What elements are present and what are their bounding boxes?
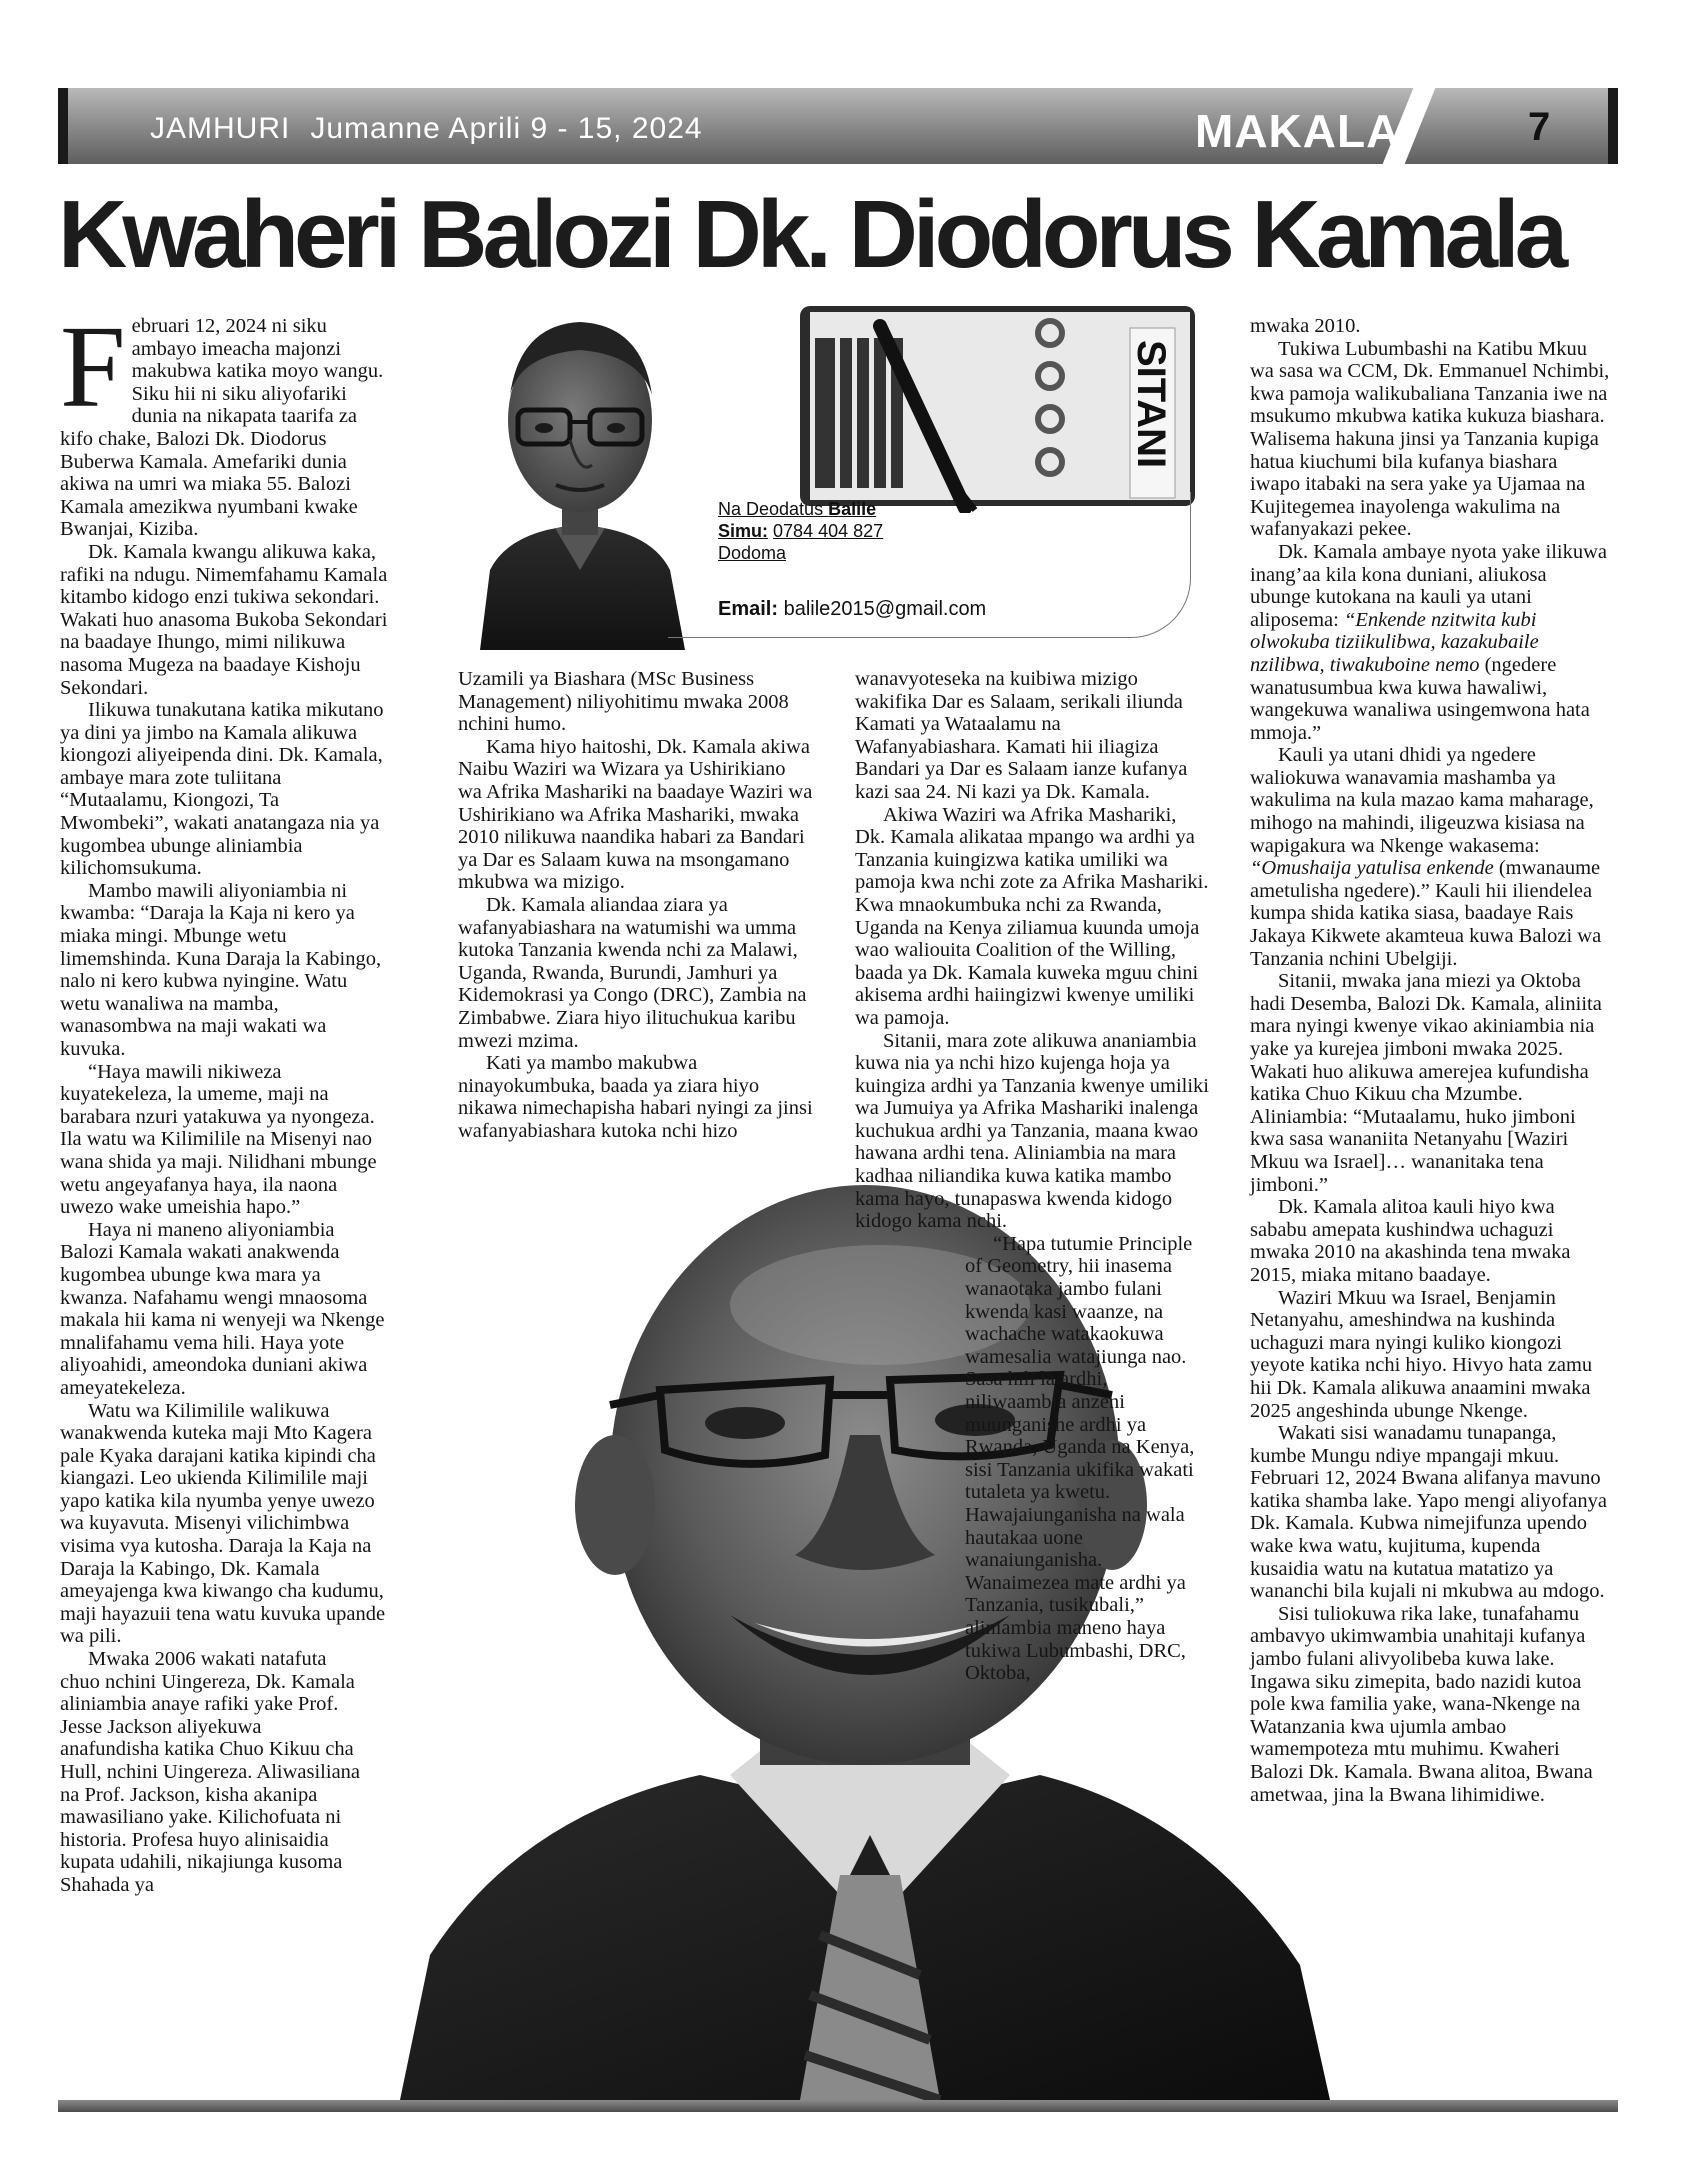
publication-name: JAMHURI (150, 112, 291, 145)
paragraph: Dk. Kamala kwangu alikuwa kaka, rafiki na ndugu. Nimemfahamu Kamala kitambo kidogo enzi tukiwa sekondari. Wakati huo anasoma Bukoba Sekondari na baadaye Ihungo, mimi nilikuwa nasoma Mugeza na baadaye Kishoju Sekondari. (60, 540, 388, 699)
column-logo-notebook (790, 298, 1205, 513)
article-column-3 (855, 668, 1210, 1685)
paragraph: Tukiwa Lubumbashi na Katibu Mkuu wa sasa wa CCM, Dk. Emmanuel Nchimbi, kwa pamoja walikubaliana Tanzania iwe na msukumo mkubwa katika kukuza biashara. Walisema hakuna jinsi ya Tanzania kupiga hatua kiuchumi bila kufanya biashara iwapo itabaki na sera yake ya Ujamaa na Kujitegemea inayolenga wakulima na wafanyakazi pekee. (1250, 337, 1610, 541)
article-column-2 (458, 668, 813, 1142)
byline-author-prefix: Na Deodatus (718, 499, 829, 519)
byline-phone: 0784 404 827 (773, 521, 884, 541)
paragraph: Kati ya mambo makubwa ninayokumbuka, baada ya ziara hiyo nikawa nimechapisha habari nyingi za jinsi wafanyabiashara kutoka nchi hizo (458, 1052, 813, 1142)
paragraph: Sisi tuliokuwa rika lake, tunafahamu ambavyo ukimwambia unahitaji kufanya jambo fulani alivyolibeba kuwa lake. Ingawa siku zimepita, bado nazidi kutoa pole kwa familia yake, wana-Nkenge na Watanzania kwa ujumla ambao wamempoteza mtu muhimu. Kwaheri Balozi Dk. Kamala. Bwana alitoa, Bwana ametwaa, jina la Bwana lihimidiwe. (1250, 1602, 1593, 1806)
footer-rule (58, 2100, 1618, 2112)
article-column-1 (60, 301, 390, 1897)
headline: Kwaheri Balozi Dk. Diodorus Kamala (58, 181, 1564, 288)
author-portrait (470, 300, 690, 650)
paragraph: Wakati sisi wanadamu tunapanga, kumbe Mungu ndiye mpangaji mkuu. Februari 12, 2024 Bwana alifanya mavuno katika shamba lake. Yapo mengi aliyofanya Dk. Kamala. Kubwa nimejifunza upendo wake kwa watu, kujituma, kupenda kusaidia watu na kutatua matatizo ya wananchi bila kujali ni mkubwa au mdogo. (1250, 1422, 1607, 1603)
byline-email-label: Email: (718, 598, 779, 620)
header-right-tick (1608, 88, 1618, 164)
drop-cap: F (60, 301, 126, 432)
section-name: MAKALA (1195, 105, 1401, 157)
paragraph: mwaka 2010. (1250, 315, 1361, 337)
publication-line (150, 112, 723, 146)
quote-haya: “Enkende nzitwita kubi olwokuba tiziikulibwa, kazakubaile nzilibwa, tiwakuboine nemo (1250, 608, 1539, 676)
paragraph: wanavyoteseka na kuibiwa mizigo wakifika Dar es Salaam, serikali iliunda Kamati ya Wataalamu na Wafanyabiashara. Kamati hii iliagiza Bandari ya Dar es Salaam ianze kufanya kazi saa 24. Ni kazi ya Dk. Kamala. (855, 668, 1188, 803)
paragraph: Haya ni maneno aliyoniambia Balozi Kamala wakati anakwenda kugombea ubunge kwa mara ya kwanza. Nafahamu wengi mnaosoma makala hii kama ni wenyeji wa Nkenge mnalifahamu vema hili. Haya yote aliyoahidi, ameondoka duniani akiwa ameyatekeleza. (60, 1218, 385, 1399)
byline-phone-label: Simu: (718, 521, 769, 541)
paragraph: (mwanaume ametulisha ngedere).” Kauli hii iliendelea kumpa shida katika siasa, baadaye Rais Jakaya Kikwete akamteua kuwa Balozi wa Tanzania nchini Ubelgiji. (1250, 857, 1602, 970)
paragraph: Watu wa Kilimilile walikuwa wanakwenda kuteka maji Mto Kagera pale Kyaka darajani katika kipindi cha kiangazi. Leo ukienda Kilimilile maji yapo katika kila nyumba yenye uwezo wa kuyavuta. Misenyi vilichimbwa visima vya kutosha. Daraja la Kaja na Daraja la Kabingo, Dk. Kamala ameyajenga kwa kiwango cha kudumu, maji hayazuii tena watu kuvuka upande wa pili. (60, 1399, 386, 1648)
paragraph: Ilikuwa tunakutana katika mikutano ya dini ya jimbo na Kamala alikuwa kiongozi aliyeipenda dini. Dk. Kamala, ambaye mara zote tuliitana “Mutaalamu, Kiongozi, Ta Mwombeki”, wakati anatangaza nia ya kugombea ubunge aliniambia kilichomsukuma. (60, 699, 384, 880)
article-column-4 (1250, 315, 1610, 1806)
paragraph: (ngedere wanatusumbua kwa kuwa hawaliwi, wangekuwa wanaliwa usingemwona hata mmoja.” (1250, 653, 1590, 744)
byline (718, 498, 883, 564)
byline-author-surname: Balile (828, 499, 877, 519)
paragraph: Dk. Kamala ambaye nyota yake ilikuwa inang’aa kila kona duniani, aliukosa ubunge kutokana na kauli ya utani aliposema: (1250, 540, 1608, 631)
paragraph: “Hapa tutumie Principle of Geometry, hii inasema wanaotaka jambo fulani kwenda kasi waanze, na wachache watakaokuwa wamesalia watajiunga nao. Sasa hili la ardhi, niliwaambia anzeni muunganishe ardhi ya Rwanda, Uganda na Kenya, sisi Tanzania ukifika wakati tutaleta ya kwetu. Hawajaiunganisha na wala hautakaa uone wanaiunganisha. Wanaimezea mate ardhi ya Tanzania, tusikubali,” aliniambia maneno haya tukiwa Lubumbashi, DRC, Oktoba, (965, 1232, 1195, 1685)
paragraph: Kama hiyo haitoshi, Dk. Kamala akiwa Naibu Waziri wa Wizara ya Ushirikiano wa Afrika Mashariki na baadaye Waziri wa Ushirikiano wa Afrika Mashariki, mwaka 2010 nilikuwa naandika habari za Bandari ya Dar es Salaam kuwa na msongamano mkubwa wa mizigo. (458, 735, 813, 894)
paragraph: Sitanii, mwaka jana miezi ya Oktoba hadi Desemba, Balozi Dk. Kamala, aliniita mara nyingi kwenye vikao akiniambia nia yake ya kurejea jimboni mwaka 2025. Wakati huo alikuwa amerejea kufundisha katika Chuo Kikuu cha Mzumbe. Aliniambia: “Mutaalamu, huko jimboni kwa sasa wananiita Netanyahu [Waziri Mkuu wa Israel]… wananitaka tena jimboni.” (1250, 970, 1602, 1196)
paragraph: Dk. Kamala alitoa kauli hiyo kwa sababu amepata kushindwa uchaguzi mwaka 2010 na akashinda tena mwaka 2015, miaka mitano baadaye. (1250, 1196, 1571, 1286)
paragraph: Kauli ya utani dhidi ya ngedere waliokuwa wanavamia mashamba ya wakulima na kula mazao kama maharage, mihogo na mahindi, iligeuzwa kisiasa na wapigakura wa Nkenge wakasema: (1250, 744, 1594, 857)
byline-location: Dodoma (718, 543, 787, 563)
column-logo-text: SITANI (1129, 340, 1173, 469)
issue-date: Jumanne Aprili 9 - 15, 2024 (310, 112, 703, 145)
paragraph: Mwaka 2006 wakati natafuta chuo nchini Uingereza, Dk. Kamala aliniambia anaye rafiki yake Prof. Jesse Jackson aliyekuwa anafundisha katika Chuo Kikuu cha Hull, nchini Uingereza. Aliwasiliana na Prof. Jackson, kisha akanipa mawasiliano yake. Kilichofuata ni historia. Profesa huyo alinisaidia kupata udahili, nikajiunga kusoma Shahada ya (60, 1648, 361, 1896)
byline-email: balile2015@gmail.com (783, 598, 987, 620)
paragraph: Waziri Mkuu wa Israel, Benjamin Netanyahu, ameshindwa na kushinda uchaguzi mara nyingi kuliko kiongozi yeyote katika nchi hiyo. Hivyo hata zamu hii Dk. Kamala alikuwa anaamini mwaka 2025 angeshinda ubunge Nkenge. (1250, 1286, 1593, 1422)
byline-email-line (718, 598, 986, 621)
paragraph: Uzamili ya Biashara (MSc Business Management) niliyohitimu mwaka 2008 nchini humo. (458, 668, 789, 736)
paragraph: Mambo mawili aliyoniambia ni kwamba: “Daraja la Kaja ni kero ya miaka mingi. Mbunge wetu limemshinda. Kuna Daraja la Kabingo, nalo ni kero kubwa nyingine. Watu wetu wanaliwa na mamba, wanasombwa na maji wakati wa kuvuka. (60, 879, 382, 1060)
page-number: 7 (1528, 105, 1551, 149)
paragraph: Sitanii, mara zote alikuwa ananiambia kuwa nia ya nchi hizo kujenga hoja ya kuingiza ardhi ya Tanzania kwenye umiliki wa Jumuiya ya Afrika Mashariki inalenga kuchukua ardhi ya Tanzania, maana kwao hawana ardhi tena. Aliniambia na mara kadhaa niliandika kuwa katika mambo kama hayo, tunapaswa kwenda kidogo kidogo kama nchi. (855, 1029, 1209, 1233)
paragraph: Akiwa Waziri wa Afrika Mashariki, Dk. Kamala alikataa mpango wa ardhi ya Tanzania kuingizwa katika umiliki wa pamoja kwa nchi zote za Afrika Mashariki. Kwa mnaokumbuka nchi za Rwanda, Uganda na Kenya ziliamua kuunda umoja wao waliouita Coalition of the Willing, baada ya Dk. Kamala kuweka mguu chini akisema ardhi haiingizwi kwenye umiliki wa pamoja. (855, 803, 1209, 1029)
paragraph: Dk. Kamala aliandaa ziara ya wafanyabiashara na watumishi wa umma kutoka Tanzania kwenda nchi za Malawi, Uganda, Rwanda, Burundi, Jamhuri ya Kidemokrasi ya Congo (DRC), Zambia na Zimbabwe. Ziara hiyo ilituchukua karibu mwezi mzima. (458, 893, 807, 1052)
quote-haya: “Omushaija yatulisa enkende (1250, 857, 1494, 880)
header-left-tick (58, 88, 68, 164)
paragraph: ebruari 12, 2024 ni siku ambayo imeacha majonzi makubwa katika moyo wangu. Siku hii ni siku aliyofariki dunia na nikapata taarifa za kifo chake, Balozi Dk. Diodorus Buberwa Kamala. Amefariki dunia akiwa na umri wa miaka 55. Balozi Kamala amezikwa nyumbani kwake Bwanjai, Kiziba. (60, 315, 384, 541)
paragraph: “Haya mawili nikiweza kuyatekeleza, la umeme, maji na barabara nzuri yatakuwa ya nyongeza. Ila watu wa Kilimilile na Misenyi nao wana shida ya maji. Nilidhani mbunge wetu angeyafanya haya, ila naona uwezo wake umeishia hapo.” (60, 1060, 377, 1219)
